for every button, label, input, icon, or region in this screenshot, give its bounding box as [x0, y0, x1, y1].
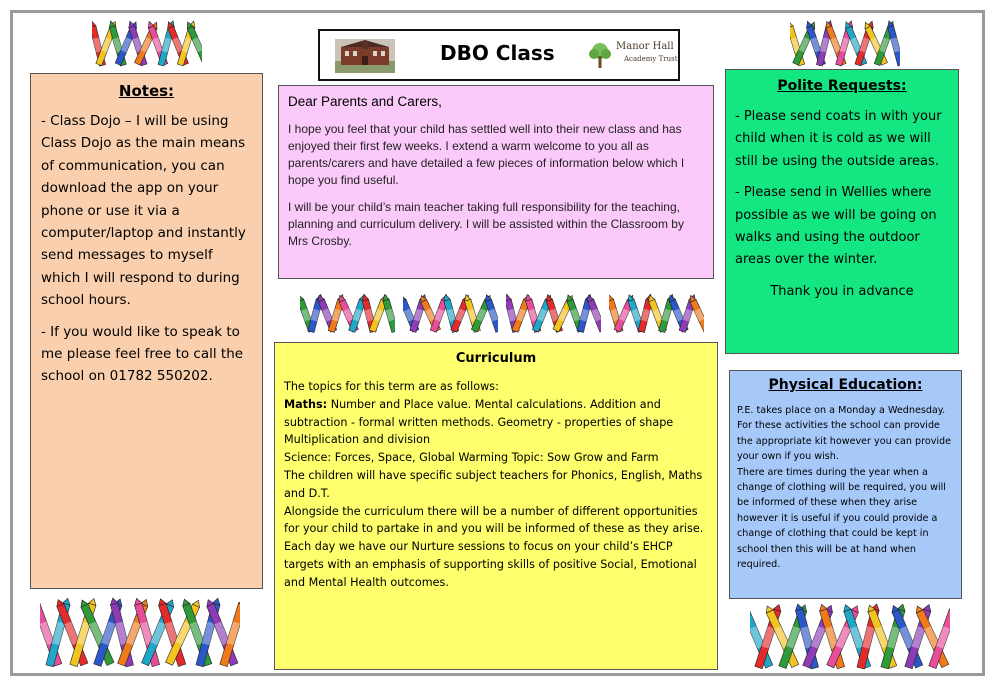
tree-logo-icon [587, 42, 613, 70]
curriculum-opportunities: Alongside the curriculum there will be a number of different opportunities for your child to partake in and you will be informed of these as they arise. [284, 504, 704, 536]
crayon-bunch-image [300, 292, 395, 334]
notes-paragraph: - Class Dojo – I will be using Class Dojo as the main means of communication, you can download the app on your phone or use it via a computer/laptop and instantly send messages to myself which I will respond to during school hours. [41, 113, 246, 309]
polite-request-item: - Please send in Wellies where possible as we will be going on walks and using the outdoor areas over the winter. [735, 185, 937, 268]
curriculum-panel [274, 342, 718, 670]
physical-education-panel [729, 370, 962, 599]
crayon-bunch-image [92, 18, 202, 68]
pe-heading: Physical Education: [768, 377, 923, 393]
curriculum-maths [284, 396, 708, 449]
polite-thanks: Thank you in advance [770, 283, 914, 299]
crayon-bunch-image [790, 18, 900, 68]
page-title: DBO Class [440, 41, 555, 65]
polite-request-item: - Please send coats in with your child when it is cold as we will still be using the outside areas. [735, 109, 942, 169]
title-banner [318, 29, 680, 81]
trust-name: Manor Hall [616, 41, 674, 52]
polite-requests-heading: Polite Requests: [777, 78, 907, 94]
letter-panel [278, 85, 714, 279]
letter-greeting: Dear Parents and Carers, [288, 94, 442, 109]
letter-paragraph: I will be your child’s main teacher taking full responsibility for the teaching, planning and curriculum delivery. I will be assisted within the Classroom by Mrs Crosby. [288, 200, 684, 248]
letter-paragraph: I hope you feel that your child has settled well into their new class and has enjoyed their first few weeks. I extend a warm welcome to you all as parents/carers and have detailed a few pieces of information below which I hope you find useful. [288, 122, 685, 187]
polite-requests-panel [725, 69, 959, 354]
crayon-bunch-image [403, 292, 498, 334]
trust-subtitle: Academy Trust [624, 55, 678, 63]
crayon-bunch-image [506, 292, 601, 334]
maths-text: Number and Place value. Mental calculations. Addition and subtraction - formal written methods. Geometry - properties of shape Multiplication and division [284, 397, 674, 447]
pe-paragraph: There are times during the year when a change of clothing will be required, you will be informed of these when they arise however it is useful if you could provide a change of clothing that could be kept in school then this will be at hand when required. [737, 466, 946, 571]
curriculum-nurture: Each day we have our Nurture sessions to focus on your child’s EHCP targets with an emphasis of supporting skills of positive Social, Emotional and Mental Health outcomes. [284, 540, 697, 589]
crayon-bunch-image [609, 292, 704, 334]
curriculum-intro: The topics for this term are as follows: [284, 380, 499, 393]
curriculum-specialists: The children will have specific subject teachers for Phonics, English, Maths and D.T. [284, 468, 703, 500]
notes-panel [30, 73, 263, 589]
notes-heading: Notes: [118, 82, 175, 100]
notes-paragraph: - If you would like to speak to me please feel free to call the school on 01782 550202. [41, 323, 244, 385]
school-building-image [335, 39, 395, 73]
maths-label: Maths: [284, 397, 328, 411]
curriculum-heading: Curriculum [455, 351, 537, 366]
pe-paragraph: P.E. takes place on a Monday a Wednesday. For these activities the school can provide the appropriate kit however you can provide your own if you wish. [737, 405, 952, 463]
crayon-icon [381, 294, 395, 333]
crayon-bunch-image [40, 594, 240, 670]
crayon-bunch-image [750, 600, 950, 672]
curriculum-science: Science: Forces, Space, Global Warming Topic: Sow Grow and Farm [284, 451, 659, 465]
